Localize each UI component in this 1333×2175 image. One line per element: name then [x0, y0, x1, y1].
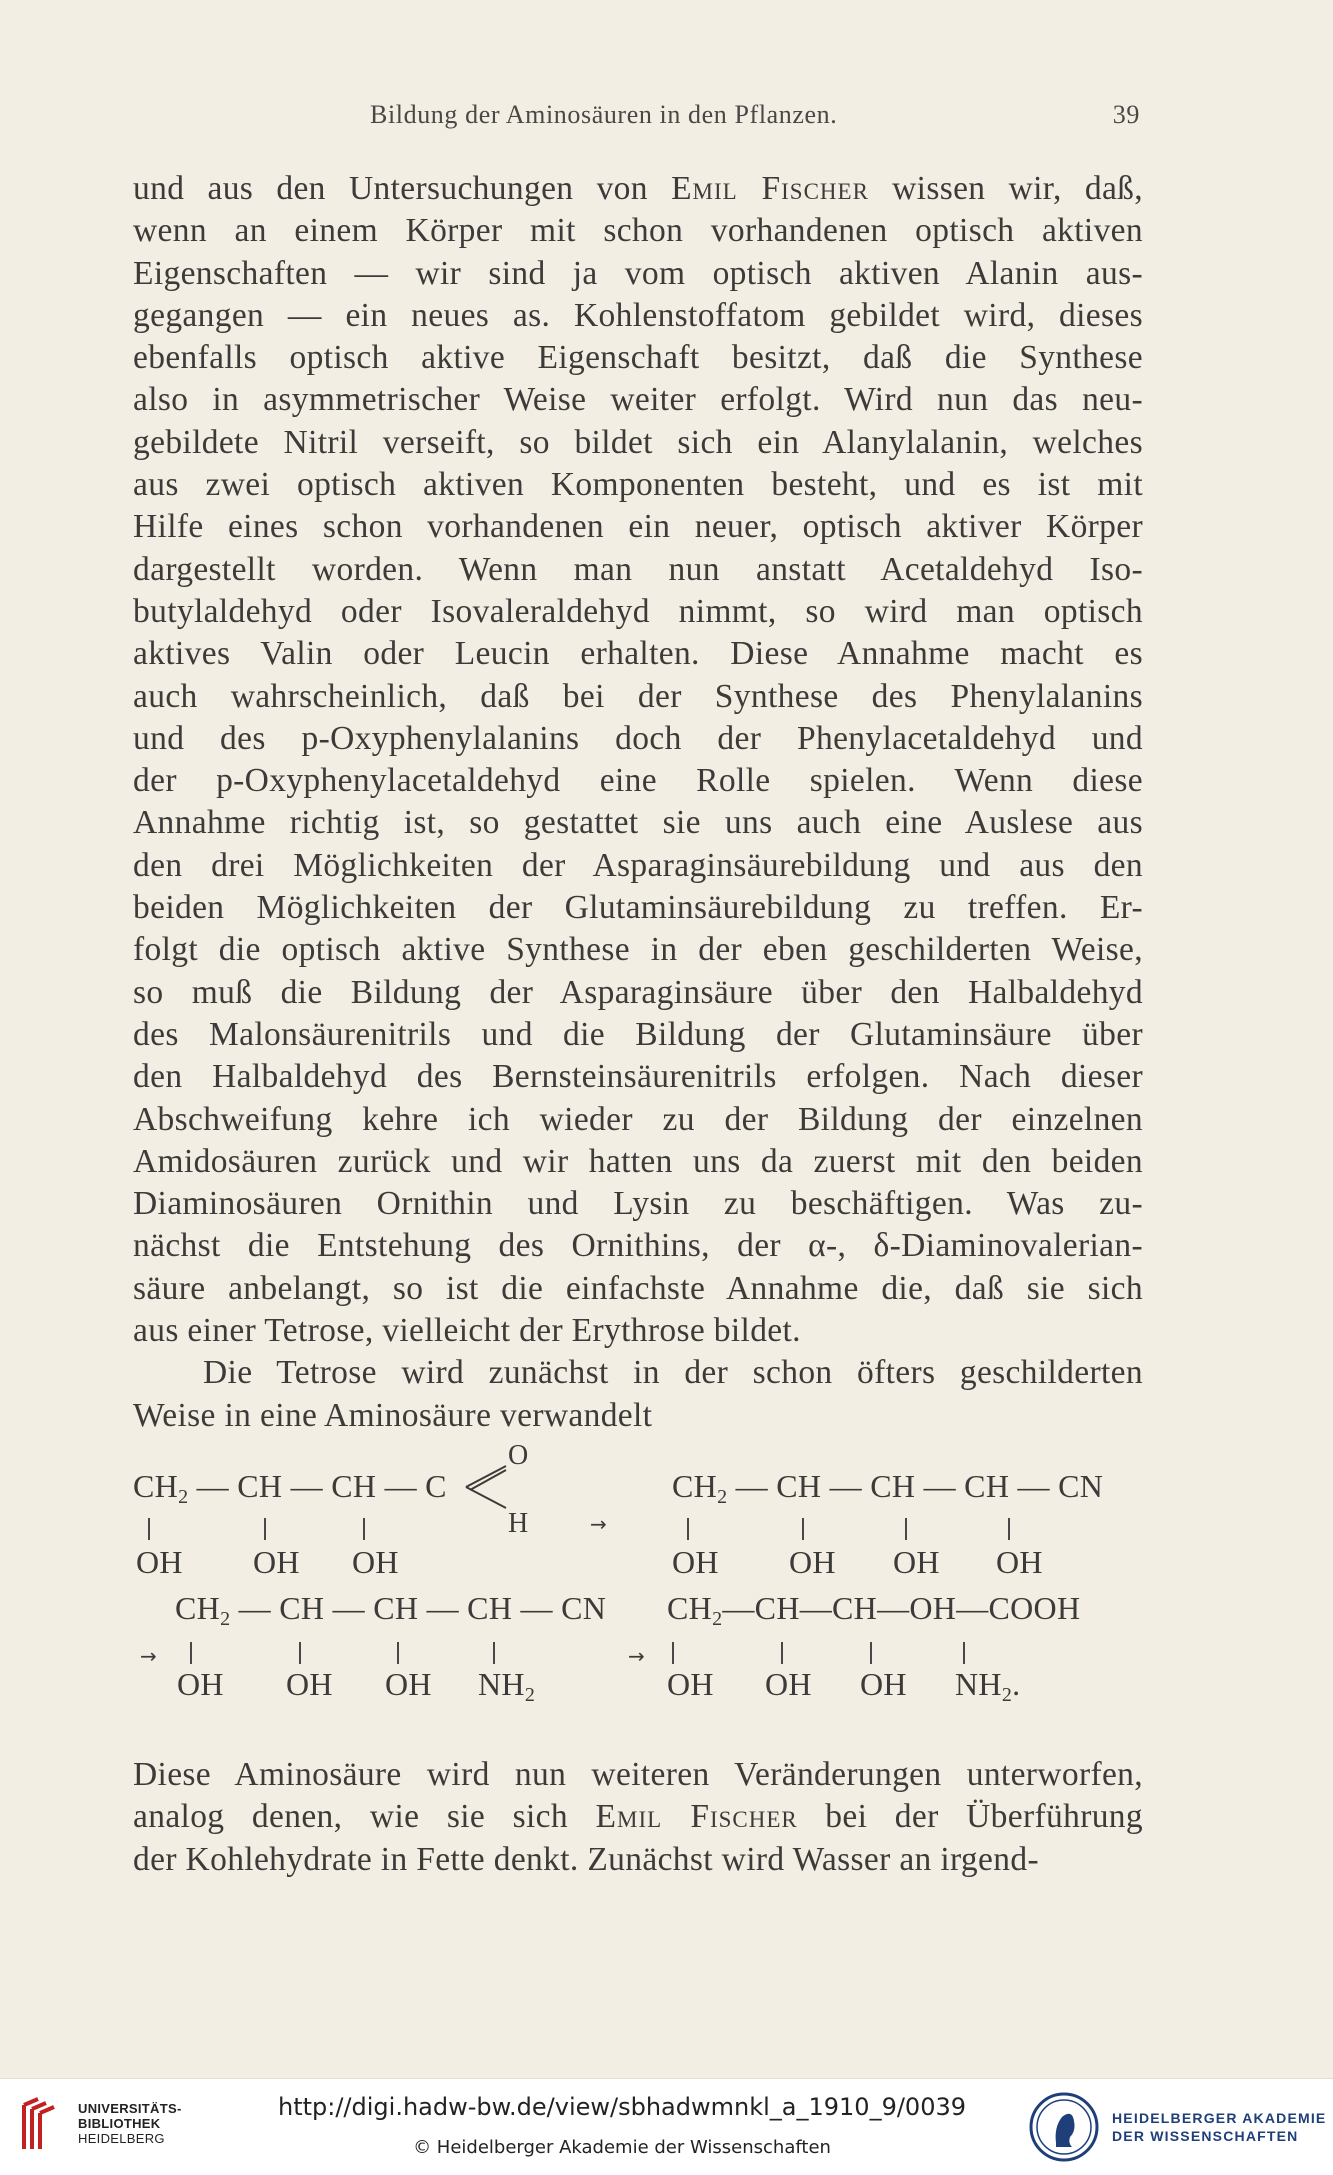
- text-line: Abschweifung kehre ich wieder zu der Bildung der einzelnen: [133, 1100, 1143, 1138]
- text-line: ebenfalls optisch aktive Eigenschaft besitzt, daß die Synthese: [133, 339, 1143, 377]
- text-line: nächst die Entstehung des Ornithins, der α-, δ-Diaminovalerian-: [133, 1227, 1143, 1265]
- formula-2-oh-1: OH: [672, 1544, 719, 1580]
- formula-1-oh-3: OH: [352, 1544, 399, 1580]
- formula-2-main: $CH_2$ — CH — CH — CH — CN: [672, 1468, 1104, 1508]
- text-line: des Malonsäurenitrils und die Bildung der Glutaminsäure über: [133, 1015, 1143, 1053]
- formula-4-oh-1: OH: [667, 1666, 714, 1702]
- page-number: 39: [1112, 100, 1140, 129]
- text-line: Hilfe eines schon vorhandenen ein neuer, optisch aktiver Körper: [133, 508, 1143, 546]
- bond-line: [781, 1642, 783, 1664]
- university-library-logo-icon: [18, 2097, 68, 2155]
- formula-3-nh2: $NH_2$: [478, 1666, 536, 1706]
- text-line: butylaldehyd oder Isovaleraldehyd nimmt, so wird man optisch: [133, 592, 1143, 630]
- formula-1-oh-2: OH: [253, 1544, 300, 1580]
- text-line: Annahme richtig ist, so gestattet sie uns auch eine Auslese aus: [133, 804, 1143, 842]
- author-name: Emil Fischer: [671, 170, 869, 207]
- formula-1-main: $CH_2$ — CH — CH — C: [133, 1468, 447, 1508]
- bond-line: [905, 1518, 907, 1540]
- author-name: Emil Fischer: [595, 1798, 798, 1836]
- formula-1-oh-1: OH: [136, 1544, 183, 1580]
- text-line: analog denen, wie sie sich Emil Fischer bei der Überführung: [133, 1798, 1144, 1836]
- bond-line: [963, 1642, 965, 1664]
- text-line: und des p-Oxyphenylalanins doch der Phenylacetaldehyd und: [133, 719, 1143, 757]
- bond-line: [190, 1642, 192, 1664]
- text-line: der p-Oxyphenylacetaldehyd eine Rolle spielen. Wenn diese: [133, 762, 1143, 800]
- text-line: und aus den Untersuchungen von Emil Fischer wissen wir, daß,: [133, 170, 1143, 207]
- bond-line: [397, 1642, 399, 1664]
- text-line: so muß die Bildung der Asparaginsäure über den Halbaldehyd: [133, 973, 1143, 1011]
- permalink-url[interactable]: http://digi.hadw-bw.de/view/sbhadwmnkl_a_1910_9/0039: [277, 2093, 967, 2121]
- academy-seal-icon: [1028, 2091, 1100, 2163]
- text-line: der Kohlehydrate in Fette denkt. Zunächst wird Wasser an irgend-: [133, 1840, 1039, 1878]
- text-line: Diese Aminosäure wird nun weiteren Veränderungen unterworfen,: [133, 1756, 1143, 1793]
- formula-4-main: $CH_2—CH—CH—OH—COOH$: [667, 1590, 1081, 1630]
- text-line: Die Tetrose wird zunächst in der schon öfters geschilderten: [203, 1354, 1143, 1392]
- body-paragraph-2: [133, 1754, 1143, 1881]
- formula-1-hydrogen: H: [508, 1508, 529, 1539]
- text-line: Eigenschaften — wir sind ja vom optisch aktiven Alanin aus-: [133, 254, 1143, 292]
- bond-line: [363, 1518, 365, 1540]
- text-line: beiden Möglichkeiten der Glutaminsäurebildung zu treffen. Er-: [133, 889, 1143, 927]
- formula-2-oh-3: OH: [893, 1544, 940, 1580]
- text-line: Amidosäuren zurück und wir hatten uns da zuerst mit den beiden: [133, 1142, 1143, 1180]
- body-paragraph-1: [133, 168, 1143, 1437]
- aldehyde-bond-lines: [462, 1462, 510, 1512]
- text-line: aus zwei optisch aktiven Komponenten besteht, und es ist mit: [133, 466, 1143, 504]
- bond-line: [264, 1518, 266, 1540]
- text-line: gegangen — ein neues as. Kohlenstoffatom gebildet wird, dieses: [133, 296, 1143, 334]
- text-line: den drei Möglichkeiten der Asparaginsäurebildung und aus den: [133, 846, 1143, 884]
- academy-name: HEIDELBERGER AKADEMIE DER WISSENSCHAFTEN: [1112, 2110, 1327, 2144]
- formula-3-main: $CH_2$ — CH — CH — CH — CN: [175, 1590, 607, 1630]
- reaction-arrow-2: →: [140, 1644, 157, 1668]
- text-line: aktives Valin oder Leucin erhalten. Diese Annahme macht es: [133, 635, 1143, 673]
- bond-line: [802, 1518, 804, 1540]
- text-line: auch wahrscheinlich, daß bei der Synthese des Phenylalanins: [133, 677, 1143, 715]
- text-line: Diaminosäuren Ornithin und Lysin zu beschäftigen. Was zu-: [133, 1185, 1143, 1223]
- reaction-arrow-1: →: [590, 1512, 607, 1536]
- formula-3-oh-1: OH: [177, 1666, 224, 1702]
- text-line: wenn an einem Körper mit schon vorhandenen optisch aktiven: [133, 212, 1143, 250]
- text-line: den Halbaldehyd des Bernsteinsäurenitrils erfolgen. Nach dieser: [133, 1058, 1143, 1096]
- text-line: also in asymmetrischer Weise weiter erfolgt. Wird nun das neu-: [133, 381, 1143, 419]
- text-line: gebildete Nitril verseift, so bildet sich ein Alanylalanin, welches: [133, 423, 1143, 461]
- text-line: dargestellt worden. Wenn man nun anstatt Acetaldehyd Iso-: [133, 550, 1143, 588]
- formula-4-nh2: $NH_2$.: [955, 1666, 1021, 1706]
- text-line: säure anbelangt, so ist die einfachste Annahme die, daß sie sich: [133, 1269, 1143, 1307]
- footer-bar: [0, 2078, 1333, 2175]
- bond-line: [299, 1642, 301, 1664]
- bond-line: [672, 1642, 674, 1664]
- formula-2-oh-2: OH: [789, 1544, 836, 1580]
- text-line: folgt die optisch aktive Synthese in der eben geschilderten Weise,: [133, 931, 1143, 969]
- running-title: Bildung der Aminosäuren in den Pflanzen.: [370, 100, 838, 129]
- formula-1-oxygen: O: [508, 1440, 529, 1471]
- formula-4-oh-2: OH: [765, 1666, 812, 1702]
- bond-line: [687, 1518, 689, 1540]
- bond-line: [148, 1518, 150, 1540]
- text-line: Weise in eine Aminosäure verwandelt: [133, 1396, 653, 1434]
- university-library-name: UNIVERSITÄTS- BIBLIOTHEK HEIDELBERG: [78, 2101, 182, 2146]
- formula-3-oh-2: OH: [286, 1666, 333, 1702]
- bond-line: [870, 1642, 872, 1664]
- bond-line: [493, 1642, 495, 1664]
- running-header: [370, 100, 1140, 140]
- text-line: aus einer Tetrose, vielleicht der Erythrose bildet.: [133, 1312, 801, 1350]
- formula-3-oh-3: OH: [385, 1666, 432, 1702]
- bond-line: [1008, 1518, 1010, 1540]
- copyright-notice: © Heidelberger Akademie der Wissenschaften: [413, 2137, 831, 2158]
- formula-2-oh-4: OH: [996, 1544, 1043, 1580]
- formula-4-oh-3: OH: [860, 1666, 907, 1702]
- reaction-arrow-3: →: [628, 1644, 645, 1668]
